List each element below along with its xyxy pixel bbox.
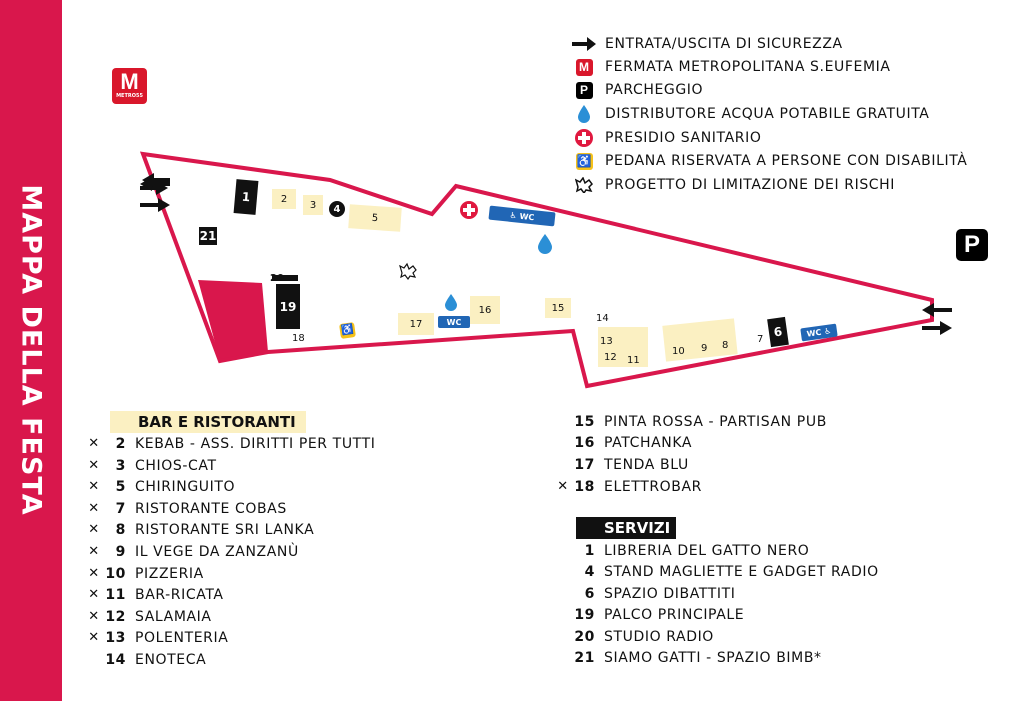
cutlery-icon: ✕ xyxy=(557,479,569,494)
stand-20: 20 xyxy=(270,273,284,284)
stand-4: 4 xyxy=(329,201,345,217)
stand-8: 8 xyxy=(722,340,729,351)
page-title: MAPPA DELLA FESTA xyxy=(15,184,47,516)
wheelchair-icon: ♿ xyxy=(339,322,356,339)
services-section-title: SERVIZI xyxy=(576,517,676,539)
list-item: ✕ 3 CHIOS-CAT xyxy=(86,455,217,476)
wc-label: WC xyxy=(806,327,822,339)
exit-arrow-right-out xyxy=(922,303,952,317)
list-item: 17 TENDA BLU xyxy=(574,456,689,473)
list-item: 14 ENOTECA xyxy=(105,651,207,668)
legend-label: FERMATA METROPOLITANA S.EUFEMIA xyxy=(605,59,891,75)
stand-19: 19 xyxy=(276,284,300,329)
cutlery-icon: ✕ xyxy=(88,544,100,559)
list-item: ✕ 7 RISTORANTE COBAS xyxy=(86,498,287,519)
cutlery-icon: ✕ xyxy=(88,587,100,602)
cutlery-icon: ✕ xyxy=(88,458,100,473)
cutlery-icon: ✕ xyxy=(88,609,100,624)
list-item: 6 SPAZIO DIBATTITI xyxy=(584,585,736,602)
wheelchair-icon: ♿ xyxy=(576,154,592,168)
stand-10: 10 xyxy=(672,346,685,357)
wheelchair-icon: ♿ xyxy=(820,326,832,337)
list-item: 20 STUDIO RADIO xyxy=(574,628,714,645)
list-item: 16 PATCHANKA xyxy=(574,434,693,451)
legend-label: PEDANA RISERVATA A PERSONE CON DISABILITÀ xyxy=(605,153,968,169)
stand-12: 12 xyxy=(604,352,617,363)
wc-label: WC xyxy=(519,211,535,222)
list-item: ✕ 5 CHIRINGUITO xyxy=(86,476,235,497)
legend-label: ENTRATA/USCITA DI SICUREZZA xyxy=(605,36,843,52)
stand-21: 21 xyxy=(199,229,217,243)
metro-logo-letter: M xyxy=(120,69,139,94)
wheelchair-icon: ♿ xyxy=(509,210,521,221)
legend-label: DISTRIBUTORE ACQUA POTABILE GRATUITA xyxy=(605,106,930,122)
stand-14: 14 xyxy=(596,313,609,324)
stand-1: 1 xyxy=(234,179,259,215)
stand-6: 6 xyxy=(767,317,789,347)
list-item: ✕ 8 RISTORANTE SRI LANKA xyxy=(86,519,314,540)
bar-section-title: BAR E RISTORANTI xyxy=(110,411,306,433)
cutlery-icon: ✕ xyxy=(88,522,100,537)
stand-17: 17 xyxy=(398,313,434,335)
stand-15: 15 xyxy=(545,298,571,318)
list-item: 21 SIAMO GATTI - SPAZIO BIMB* xyxy=(574,649,822,666)
cutlery-icon: ✕ xyxy=(88,501,100,516)
metro-logo-subtext: METRO55 xyxy=(116,93,143,99)
water-drop-icon xyxy=(538,234,552,254)
stand-11: 11 xyxy=(627,355,640,366)
exit-arrow-right-in xyxy=(922,321,952,335)
stand-18: 18 xyxy=(292,333,305,344)
list-item: 1 LIBRERIA DEL GATTO NERO xyxy=(584,542,810,559)
cutlery-icon: ✕ xyxy=(88,436,100,451)
legend-label: PARCHEGGIO xyxy=(605,82,704,98)
stand-7: 7 xyxy=(757,334,764,345)
stand-9: 9 xyxy=(701,343,708,354)
list-item: ✕ 9 IL VEGE DA ZANZANÙ xyxy=(86,541,299,562)
parking-icon: P xyxy=(572,80,596,100)
list-item: ✕ 13 POLENTERIA xyxy=(86,627,228,648)
cutlery-icon: ✕ xyxy=(88,479,100,494)
legend-label: PRESIDIO SANITARIO xyxy=(605,130,762,146)
list-item: ✕ 12 SALAMAIA xyxy=(86,606,212,627)
list-item: ✕ 2 KEBAB - ASS. DIRITTI PER TUTTI xyxy=(86,433,375,454)
risk-reduction-icon xyxy=(400,264,416,279)
metro-icon: M xyxy=(572,57,596,77)
list-item: ✕ 18 ELETTROBAR xyxy=(555,476,702,497)
stand-2: 2 xyxy=(272,189,296,209)
list-item: 4 STAND MAGLIETTE E GADGET RADIO xyxy=(584,563,879,580)
list-item: ✕ 10 PIZZERIA xyxy=(86,563,204,584)
stand-3: 3 xyxy=(303,195,323,215)
cutlery-icon: ✕ xyxy=(88,630,100,645)
list-item: ✕ 11 BAR-RICATA xyxy=(86,584,224,605)
cutlery-icon: ✕ xyxy=(88,566,100,581)
stand-16: 16 xyxy=(470,296,500,324)
list-item: 15 PINTA ROSSA - PARTISAN PUB xyxy=(574,413,827,430)
red-area xyxy=(198,280,268,361)
stand-5: 5 xyxy=(348,204,402,232)
water-drop-icon xyxy=(445,294,457,311)
parking-icon: P xyxy=(956,229,988,261)
legend-label: PROGETTO DI LIMITAZIONE DEI RISCHI xyxy=(605,177,896,193)
wc-badge: WC xyxy=(438,316,470,328)
stand-13: 13 xyxy=(600,336,613,347)
list-item: 19 PALCO PRINCIPALE xyxy=(574,606,745,623)
